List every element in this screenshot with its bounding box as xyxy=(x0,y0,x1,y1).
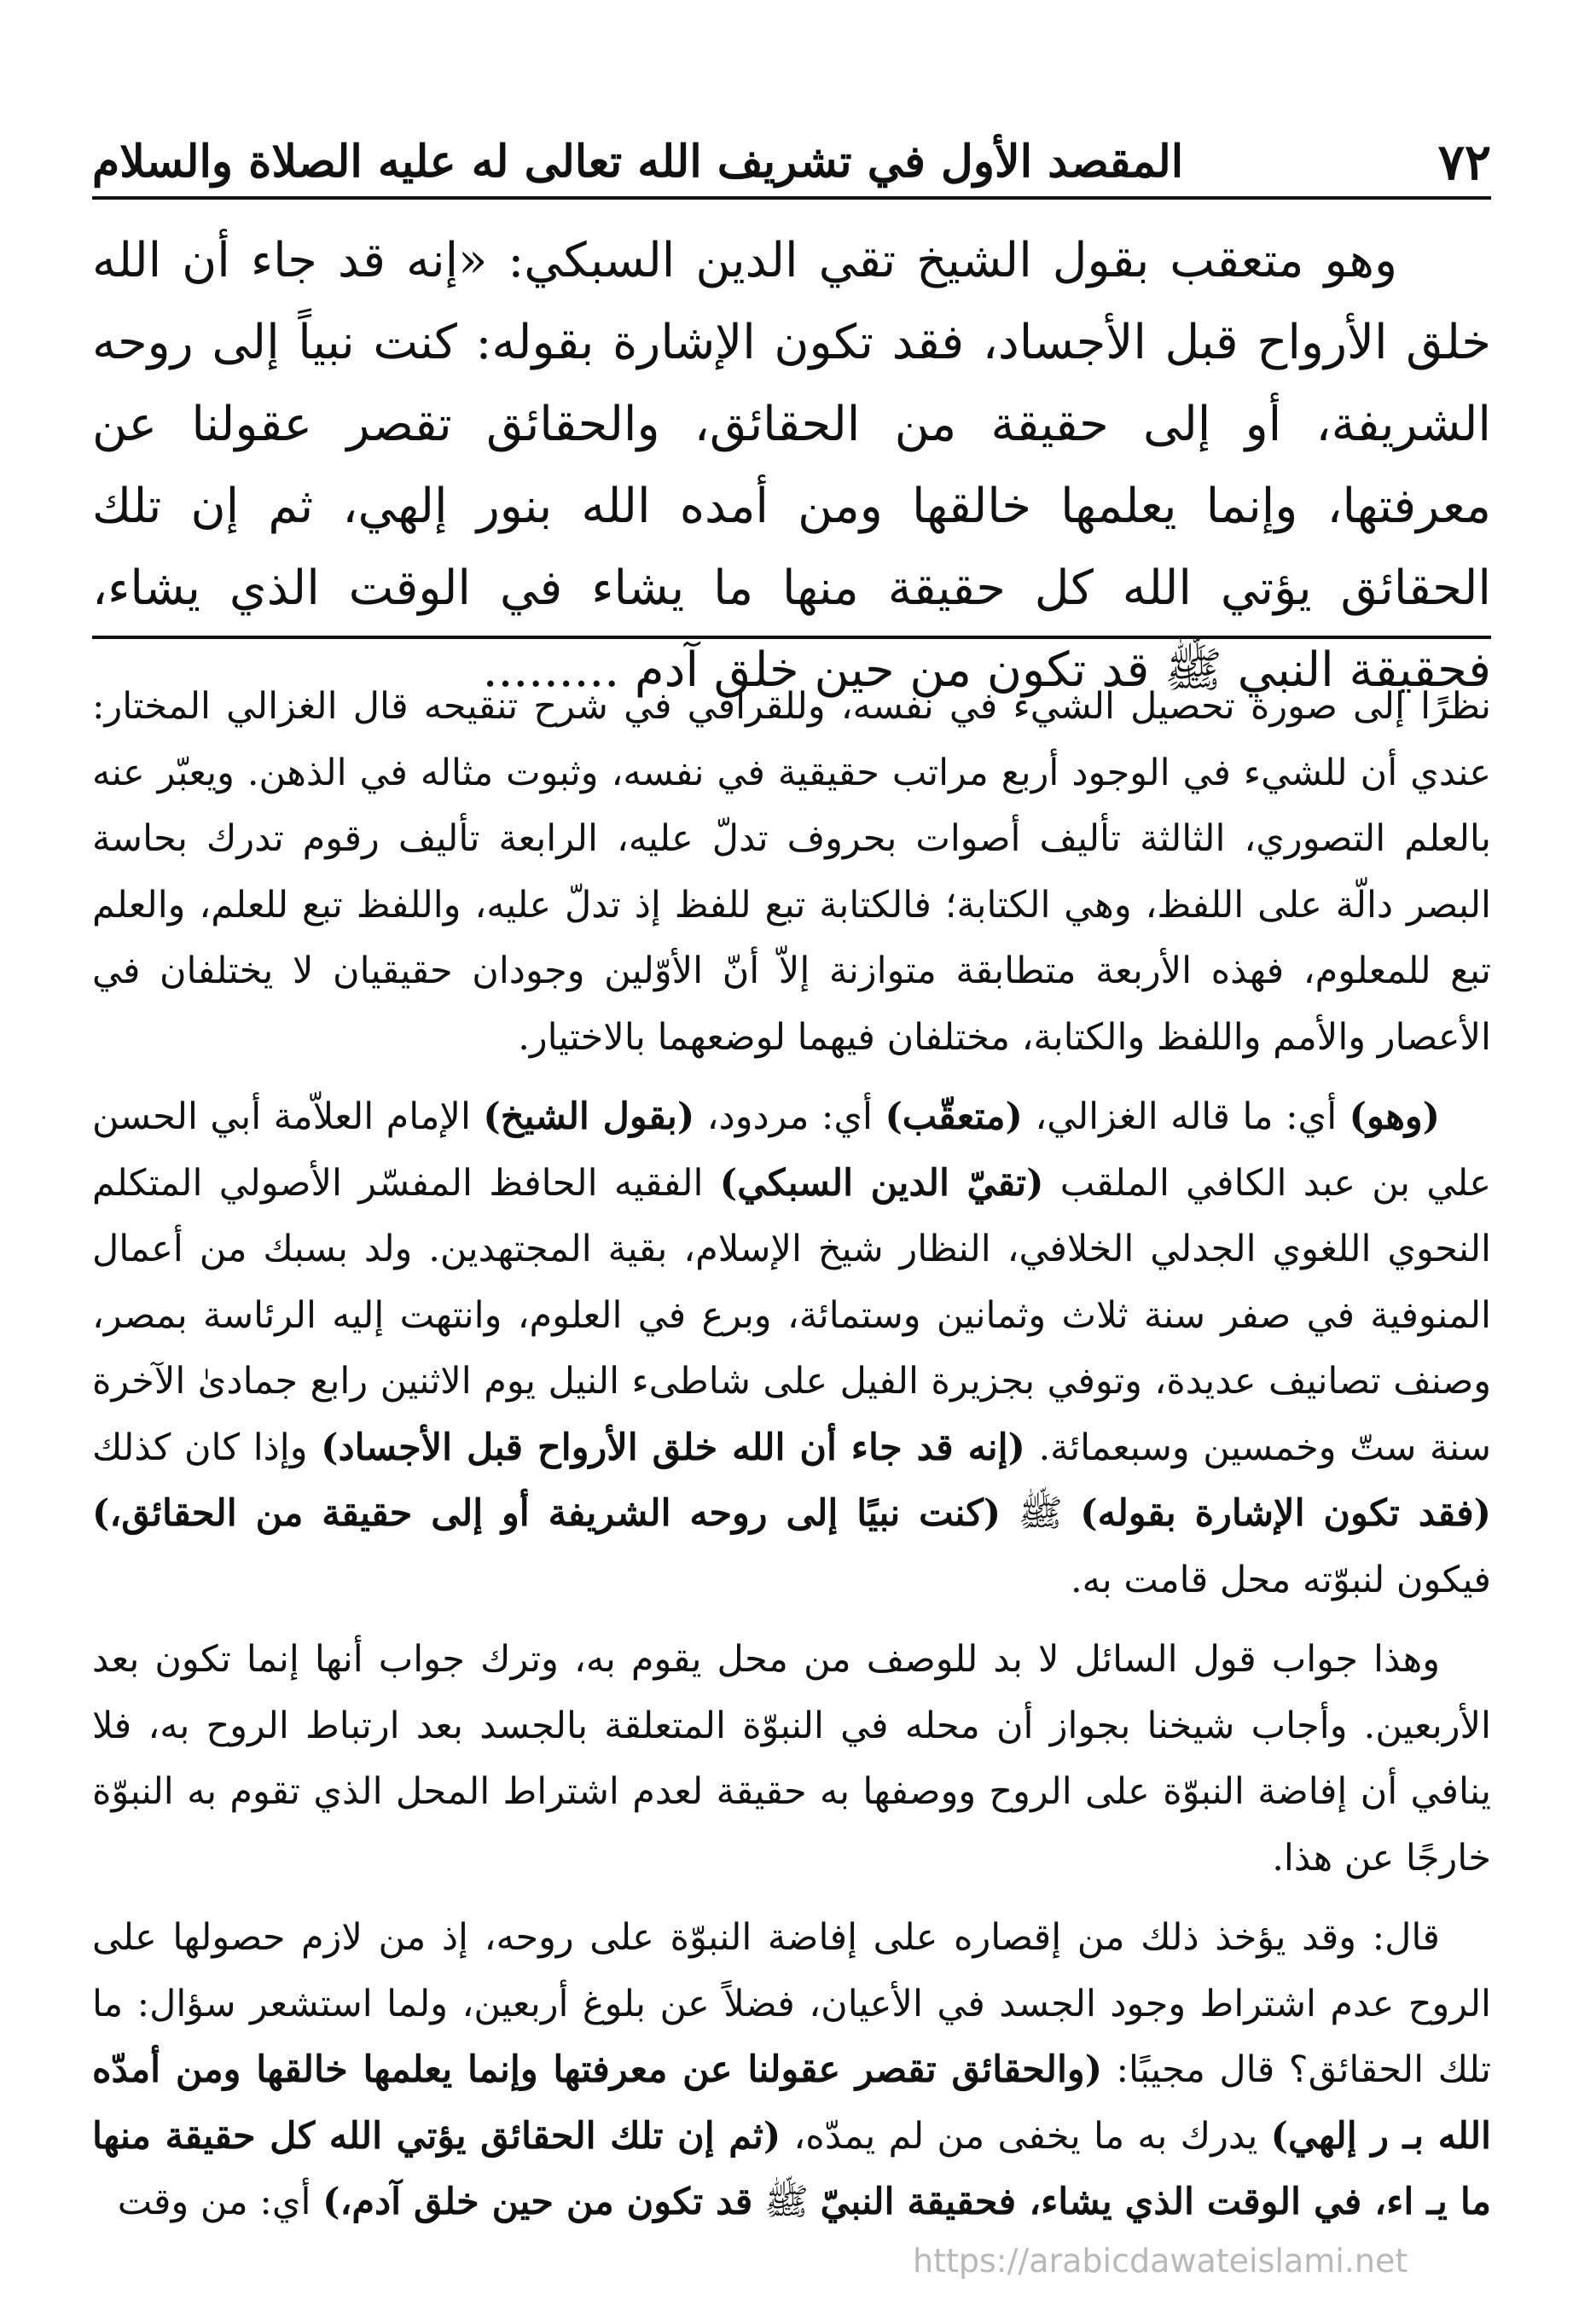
commentary-segment: أي: مردود، xyxy=(694,1095,885,1138)
commentary-segment: الفقيه الحافظ المفسّر الأصولي المتكلم النحوي اللغوي الجدلي الخلافي، النظار شيخ الإسلام، بقية المجتهدين. ولد بسبك من أعمال المنوفية في صفر سنة ثلاث وثمانين وستمائة، وبرع في العلوم، وانتهت إليه الرئاسة بمصر، وصنف تصانيف عديدة، وتوفي بجزيرة الفيل على شاطىء النيل يوم الاثنين رابع جمادىٰ الآخرة سنة ستّ وخمسين وسبعمائة. xyxy=(92,1161,1491,1469)
main-text-body: وهو متعقب بقول الشيخ تقي الدين السبكي: «إنه قد جاء أن الله خلق الأرواح قبل الأجساد، فقد تكون الإشارة بقوله: كنت نبياً إلى روحه الشريفة، أو إلى حقيقة من الحقائق، والحقائق تقصر عقولنا عن معرفتها، وإنما يعلمها خالقها ومن أمده الله بنور إلهي، ثم إن تلك الحقائق يؤتي الله كل حقيقة منها ما يشاء في الوقت الذي يشاء، فحقيقة النبي ﷺ قد تكون من حين خلق آدم xyxy=(92,233,1491,698)
watermark-url: https://arabicdawateislami.net xyxy=(913,2242,1408,2280)
commentary-paragraph-2 xyxy=(92,1084,1491,1613)
commentary-segment: ﷺ xyxy=(1001,1492,1081,1535)
commentary xyxy=(92,674,1491,2250)
commentary-segment: الإمام العلاّمة أبي الحسن علي بن عبد الكافي الملقب xyxy=(92,1095,1492,1205)
commentary-paragraph-1: نظرًا إلى صورة تحصيل الشيء في نفسه، وللقرافي في شرح تنقيحه قال الغزالي المختار: عندي أن للشيء في الوجود أربع مراتب حقيقية في نفسه، وثبوت مثاله في الذهن. ويعبّر عنه بالعلم التصوري، الثالثة تأليف أصوات بحروف تدلّ عليه، الرابعة تأليف رقوم تدرك بحاسة البصر دالّة على اللفظ، وهي الكتابة؛ فالكتابة تبع للفظ إذ تدلّ عليه، واللفظ تبع للعلم، والعلم تبع للمعلوم، فهذه الأربعة متطابقة متوازنة إلاّ أنّ الأوّلين وجودان حقيقيان لا يختلفان في الأعصار والأمم واللفظ والكتابة، مختلفان فيهما لوضعهما بالاختيار. xyxy=(92,685,1491,1059)
commentary-segment: يدرك به ما يخفى من لم يمدّه، xyxy=(781,2114,1271,2158)
commentary-paragraph-4 xyxy=(92,1905,1491,2236)
quoted-matn-segment: (ثم إن تلك الحقائق يؤتي الله كل حقيقة منها ما يـ اء، في الوقت الذي يشاء، فحقيقة النبيّ xyxy=(92,2114,1491,2223)
quoted-matn-segment: (وهو) xyxy=(1349,1095,1441,1138)
running-title: المقصد الأول في تشريف الله تعالى له عليه الصلاة والسلام xyxy=(92,136,1184,188)
ellipsis-dots: ......... xyxy=(482,642,620,698)
page-number: ٧٢ xyxy=(1437,133,1491,191)
quoted-matn-segment: (متعقّب) xyxy=(885,1095,1023,1138)
page-header xyxy=(92,128,1491,200)
text-separator-line xyxy=(92,636,1491,639)
commentary-segment: وإذا كان كذلك xyxy=(92,1426,322,1469)
quoted-matn-segment: (فقد تكون الإشارة بقوله) xyxy=(1080,1492,1492,1535)
quoted-matn-segment: (إنه قد جاء أن الله خلق الأرواح قبل الأجساد) xyxy=(321,1426,1025,1469)
commentary-segment: أي: ما قاله الغزالي، xyxy=(1022,1095,1350,1138)
quoted-matn-segment: قد تكون من حين خلق آدم،) xyxy=(322,2181,753,2223)
quoted-matn-segment: (بقول الشيخ) xyxy=(483,1095,695,1138)
commentary-segment: ﷺ xyxy=(752,2181,821,2223)
quoted-matn-segment: (والحقائق تقصر عقولنا عن معرفتها وإنما يعلمها خالقها ومن أمدّه الله بـ ر إلهي) xyxy=(92,2048,1492,2158)
commentary-segment: فيكون لنبوّته محل قامت به. xyxy=(1071,1558,1491,1601)
quoted-matn-segment: (كنت نبيًا إلى روحه الشريفة أو إلى حقيقة من الحقائق،) xyxy=(92,1492,1001,1535)
commentary-segment: قال: وقد يؤخذ ذلك من إقصاره على إفاضة النبوّة على روحه، إذ من لازم حصولها على الروح عدم اشتراط وجود الجسد في الأعيان، فضلاً عن بلوغ أربعين، ولما استشعر سؤال: ما تلك الحقائق؟ قال مجيبًا: xyxy=(92,1916,1492,2091)
commentary-segment: أي: من وقت xyxy=(117,2181,323,2223)
commentary-paragraph-3: وهذا جواب قول السائل لا بد للوصف من محل يقوم به، وترك جواب أنها إنما تكون بعد الأربعين. وأجاب شيخنا بجواز أن محله في النبوّة المتعلقة بالجسد بعد ارتباط الروح به، فلا ينافي أن إفاضة النبوّة على الروح ووصفها به حقيقة لعدم اشتراط المحل الذي تقوم به النبوّة خارجًا عن هذا. xyxy=(92,1638,1491,1880)
quoted-matn-segment: (تقيّ الدين السبكي) xyxy=(719,1161,1044,1205)
